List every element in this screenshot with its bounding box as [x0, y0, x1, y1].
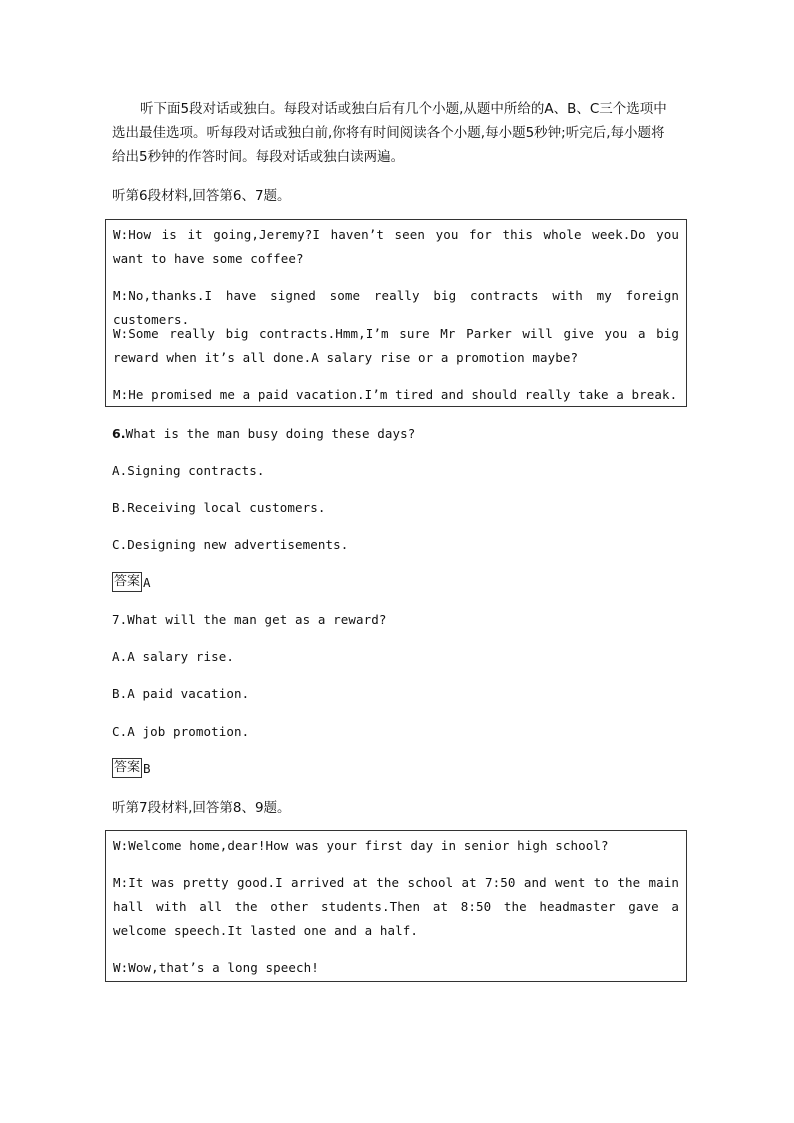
dialogue-line: M:No,thanks.I have signed some really big contracts with my foreign customers. [113, 288, 679, 327]
option-c: C.Designing new advertisements. [112, 537, 349, 552]
dialogue-line: W:Welcome home,dear!How was your first day in senior high school? [113, 838, 609, 853]
question-number: 6. [112, 426, 126, 441]
dialogue-line: M:It was pretty good.I arrived at the school at 7:50 and went to the main hall with all the other students.Then at 8:50 the headmaster gave a welcome speech.It lasted one and a half. [113, 875, 679, 938]
dialogue-box-7 [105, 830, 687, 982]
section-7-heading: 听第7段材料,回答第8、9题。 [112, 800, 291, 816]
option-a: A.Signing contracts. [112, 463, 265, 478]
option-b: B.A paid vacation. [112, 686, 250, 701]
question-6 [112, 425, 415, 443]
dialogue-box-6 [105, 219, 687, 407]
answer-value: A [143, 574, 151, 590]
dialogue-line: W:Wow,that’s a long speech! [113, 960, 319, 975]
option-b: B.Receiving local customers. [112, 500, 326, 515]
dialogue-line: W:Some really big contracts.Hmm,I’m sure Mr Parker will give you a big reward when it’s all done.A salary rise or a promotion maybe? [113, 326, 679, 365]
answer-label: 答案 [112, 572, 142, 592]
instructions-paragraph: 听下面5段对话或独白。每段对话或独白后有几个小题,从题中所给的A、B、C三个选项中选出最佳选项。听每段对话或独白前,你将有时间阅读各个小题,每小题5秒钟;听完后,每小题将给出5秒钟的作答时间。每段对话或独白读两遍。 [112, 101, 667, 165]
question-7 [112, 611, 387, 629]
answer-label: 答案 [112, 758, 142, 778]
question-number: 7. [112, 612, 128, 627]
option-c: C.A job promotion. [112, 724, 250, 739]
question-text: What is the man busy doing these days? [125, 426, 416, 441]
dialogue-line: W:How is it going,Jeremy?I haven’t seen you for this whole week.Do you want to have some coffee? [113, 227, 679, 266]
answer-6 [112, 572, 151, 592]
dialogue-line: M:He promised me a paid vacation.I’m tired and should really take a break. [113, 387, 678, 402]
section-6-heading: 听第6段材料,回答第6、7题。 [112, 188, 291, 204]
question-text: What will the man get as a reward? [127, 612, 387, 627]
answer-value: B [143, 760, 151, 776]
answer-7 [112, 758, 151, 778]
option-a: A.A salary rise. [112, 649, 235, 664]
